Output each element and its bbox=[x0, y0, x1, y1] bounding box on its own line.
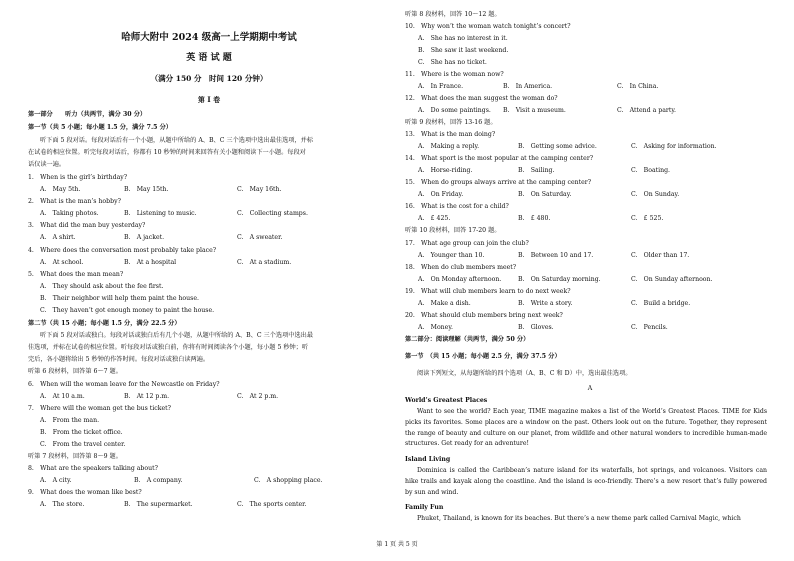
option-b: B. Getting some advice. bbox=[518, 143, 597, 150]
section2-instruction: 佳选项，并标在试卷的相应位置。听每段对话或独白前，你将有时间阅读各个小题，每小题 5 秒钟；听 bbox=[28, 344, 309, 351]
option-b: B. Visit a museum. bbox=[503, 107, 566, 114]
question-2: 2. What is the man’s hobby? bbox=[28, 198, 121, 205]
option-c: C. Build a bridge. bbox=[631, 300, 691, 307]
option-a: A. May 5th. bbox=[40, 186, 81, 193]
option-a: A. On Friday. bbox=[418, 191, 464, 198]
option-c: C. She has no ticket. bbox=[418, 59, 487, 66]
section1-instruction: 听下面 5 段对话。每段对话后有一个小题，从题中所给的 A、B、C 三个选项中选出最佳选项，并标 bbox=[40, 137, 314, 144]
question-17: 17. What age group can join the club? bbox=[405, 240, 529, 247]
option-c: C. They haven’t got enough money to paint the house. bbox=[40, 307, 215, 314]
option-c: C. At a stadium. bbox=[237, 259, 292, 266]
passage-title: World’s Greatest Places bbox=[405, 397, 488, 404]
material-note: 听第 6 段材料，回答第 6～7 题。 bbox=[28, 368, 122, 375]
option-c: C. The sports center. bbox=[237, 501, 307, 508]
question-8: 8. What are the speakers talking about? bbox=[28, 465, 158, 472]
option-c: C. Older than 17. bbox=[631, 252, 690, 259]
question-9: 9. What does the woman like best? bbox=[28, 489, 142, 496]
section1-heading: 第一节（共 5 小题；每小题 1.5 分，满分 7.5 分） bbox=[28, 124, 172, 131]
section1-instruction: 话仅读一遍。 bbox=[28, 161, 66, 168]
option-b: B. Listening to music. bbox=[124, 210, 197, 217]
question-6: 6. When will the woman leave for the Newcastle on Friday? bbox=[28, 381, 220, 388]
question-7: 7. Where will the woman get the bus ticket? bbox=[28, 405, 171, 412]
option-a: A. They should ask about the fee first. bbox=[40, 283, 164, 290]
part1-heading: 第一部分 听力（共两节，满分 30 分） bbox=[28, 111, 147, 118]
option-c: C. Collecting stamps. bbox=[237, 210, 308, 217]
passage-subheading: Island Living bbox=[405, 456, 451, 463]
option-b: B. On Saturday. bbox=[518, 191, 572, 198]
option-c: C. In China. bbox=[617, 83, 659, 90]
section2-instruction: 完后，各小题将给出 5 秒钟的作答时间。每段对话或独白读两遍。 bbox=[28, 356, 210, 363]
option-c: C. Asking for information. bbox=[631, 143, 717, 150]
option-a: A. She has no interest in it. bbox=[418, 35, 508, 42]
question-1: 1. When is the girl’s birthday? bbox=[28, 174, 128, 181]
part2-instruction: 阅读下列短文，从每题所给的四个选项（A、B、C 和 D）中，选出最佳选项。 bbox=[417, 370, 632, 377]
part2-section1-heading: 第一节 （共 15 小题；每小题 2.5 分，满分 37.5 分） bbox=[405, 353, 561, 360]
option-b: B. A company. bbox=[134, 477, 183, 484]
passage-paragraph: Dominica is called the Caribbean’s nature island for its waterfalls, hot springs, and volcanoes. Visitors can hike trails and kayak along the coastline. And the island is eco-friendly. There’s a new resort that’s fully powered by sun and wind. bbox=[405, 467, 767, 496]
option-c: C. Boating. bbox=[631, 167, 671, 174]
option-c: C. A sweater. bbox=[237, 234, 283, 241]
option-b: B. In America. bbox=[503, 83, 553, 90]
option-a: A. Making a reply. bbox=[418, 143, 480, 150]
question-4: 4. Where does the conversation most probably take place? bbox=[28, 247, 217, 254]
question-15: 15. When do groups always arrive at the camping center? bbox=[405, 179, 592, 186]
option-c: C. On Sunday afternoon. bbox=[631, 276, 713, 283]
option-a: A. Money. bbox=[418, 324, 453, 331]
question-12: 12. What does the man suggest the woman do? bbox=[405, 95, 558, 102]
question-13: 13. What is the man doing? bbox=[405, 131, 496, 138]
option-a: A. Horse-riding. bbox=[418, 167, 473, 174]
material-note: 听第 7 段材料，回答第 8～9 题。 bbox=[28, 453, 122, 460]
passage-paragraph: Phuket, Thailand, is known for its beaches. But there’s a new theme park called Carnival Magic, which bbox=[417, 515, 741, 522]
option-a: A. At 10 a.m. bbox=[40, 393, 85, 400]
option-b: B. At a hospital bbox=[124, 259, 177, 266]
option-b: B. Gloves. bbox=[518, 324, 554, 331]
option-a: A. Taking photos. bbox=[40, 210, 99, 217]
question-18: 18. When do club members meet? bbox=[405, 264, 517, 271]
option-b: B. May 15th. bbox=[124, 186, 169, 193]
option-c: C. A shopping place. bbox=[254, 477, 323, 484]
option-a: A. In France. bbox=[418, 83, 464, 90]
question-3: 3. What did the man buy yesterday? bbox=[28, 222, 146, 229]
option-c: C. Pencils. bbox=[631, 324, 668, 331]
section2-heading: 第二节（共 15 小题；每小题 1.5 分，满分 22.5 分） bbox=[28, 320, 181, 327]
page-number: 第 1 页 共 5 页 bbox=[376, 541, 418, 548]
option-b: B. On Saturday morning. bbox=[518, 276, 601, 283]
option-a: A. The store. bbox=[40, 501, 85, 508]
option-b: B. Sailing. bbox=[518, 167, 555, 174]
part2-heading: 第二部分：阅读理解（共两节，满分 50 分） bbox=[405, 336, 530, 343]
option-a: A. Do some paintings. bbox=[418, 107, 491, 114]
question-19: 19. What will club members learn to do next week? bbox=[405, 288, 571, 295]
option-c: C. On Sunday. bbox=[631, 191, 680, 198]
option-a: A. A shirt. bbox=[40, 234, 76, 241]
question-16: 16. What is the cost for a child? bbox=[405, 203, 509, 210]
option-a: A. On Monday afternoon. bbox=[418, 276, 502, 283]
passage-letter: A bbox=[587, 385, 593, 392]
material-note: 听第 9 段材料，回答 13-16 题。 bbox=[405, 119, 497, 126]
option-a: A. Make a dish. bbox=[418, 300, 471, 307]
question-11: 11. Where is the woman now? bbox=[405, 71, 504, 78]
option-a: A. From the man. bbox=[40, 417, 100, 424]
question-14: 14. What sport is the most popular at the camping center? bbox=[405, 155, 594, 162]
option-c: C. Attend a party. bbox=[617, 107, 676, 114]
option-b: B. Between 10 and 17. bbox=[518, 252, 594, 259]
option-b: B. At 12 p.m. bbox=[124, 393, 170, 400]
section2-instruction: 听下面 5 段对话或独白。每段对话或独白后有几个小题，从题中所给的 A、B、C 三个选项中选出最 bbox=[40, 332, 314, 339]
section1-instruction: 在试卷的相应位置。听完每段对话后，你都有 10 秒钟的时间来回答有关小题和阅读下一小题。每段对 bbox=[28, 149, 306, 156]
passage-subheading: Family Fun bbox=[405, 504, 444, 511]
option-b: B. She saw it last weekend. bbox=[418, 47, 509, 54]
option-b: B. Their neighbor will help them paint the house. bbox=[40, 295, 199, 302]
option-c: C. At 2 p.m. bbox=[237, 393, 279, 400]
material-note: 听第 10 段材料，回答 17-20 题。 bbox=[405, 227, 501, 234]
exam-subject: 英 语 试 题 bbox=[186, 53, 232, 63]
option-c: C. May 16th. bbox=[237, 186, 282, 193]
option-c: C. £ 525. bbox=[631, 215, 664, 222]
material-note: 听第 8 段材料，回答 10～12 题。 bbox=[405, 11, 501, 18]
option-b: B. £ 480. bbox=[518, 215, 551, 222]
option-b: B. The supermarket. bbox=[124, 501, 193, 508]
option-c: C. From the travel center. bbox=[40, 441, 126, 448]
option-a: A. At school. bbox=[40, 259, 84, 266]
exam-info: （满分 150 分 时间 120 分钟） bbox=[150, 74, 268, 83]
passage-paragraph: Want to see the world? Each year, TIME magazine makes a list of the World’s Greatest Places. TIME for Kids picks its favorites. Some places are a window on the past. Others look out on the future. Together, they represent the range of beauty and culture on our planet, from wildlife and other natural wonders to incredible human-made structures. Get ready for an adventure! bbox=[405, 408, 767, 448]
volume-label: 第 I 卷 bbox=[197, 95, 221, 104]
question-5: 5. What does the man mean? bbox=[28, 271, 124, 278]
question-10: 10. Why won’t the woman watch tonight’s concert? bbox=[405, 23, 571, 30]
option-b: B. From the ticket office. bbox=[40, 429, 123, 436]
option-a: A. A city. bbox=[40, 477, 72, 484]
option-a: A. Younger than 10. bbox=[418, 252, 485, 259]
option-b: B. A jacket. bbox=[124, 234, 165, 241]
question-20: 20. What should club members bring next week? bbox=[405, 312, 563, 319]
option-b: B. Write a story. bbox=[518, 300, 573, 307]
option-a: A. £ 425. bbox=[418, 215, 451, 222]
exam-title: 哈师大附中 2024 级高一上学期期中考试 bbox=[121, 32, 297, 43]
